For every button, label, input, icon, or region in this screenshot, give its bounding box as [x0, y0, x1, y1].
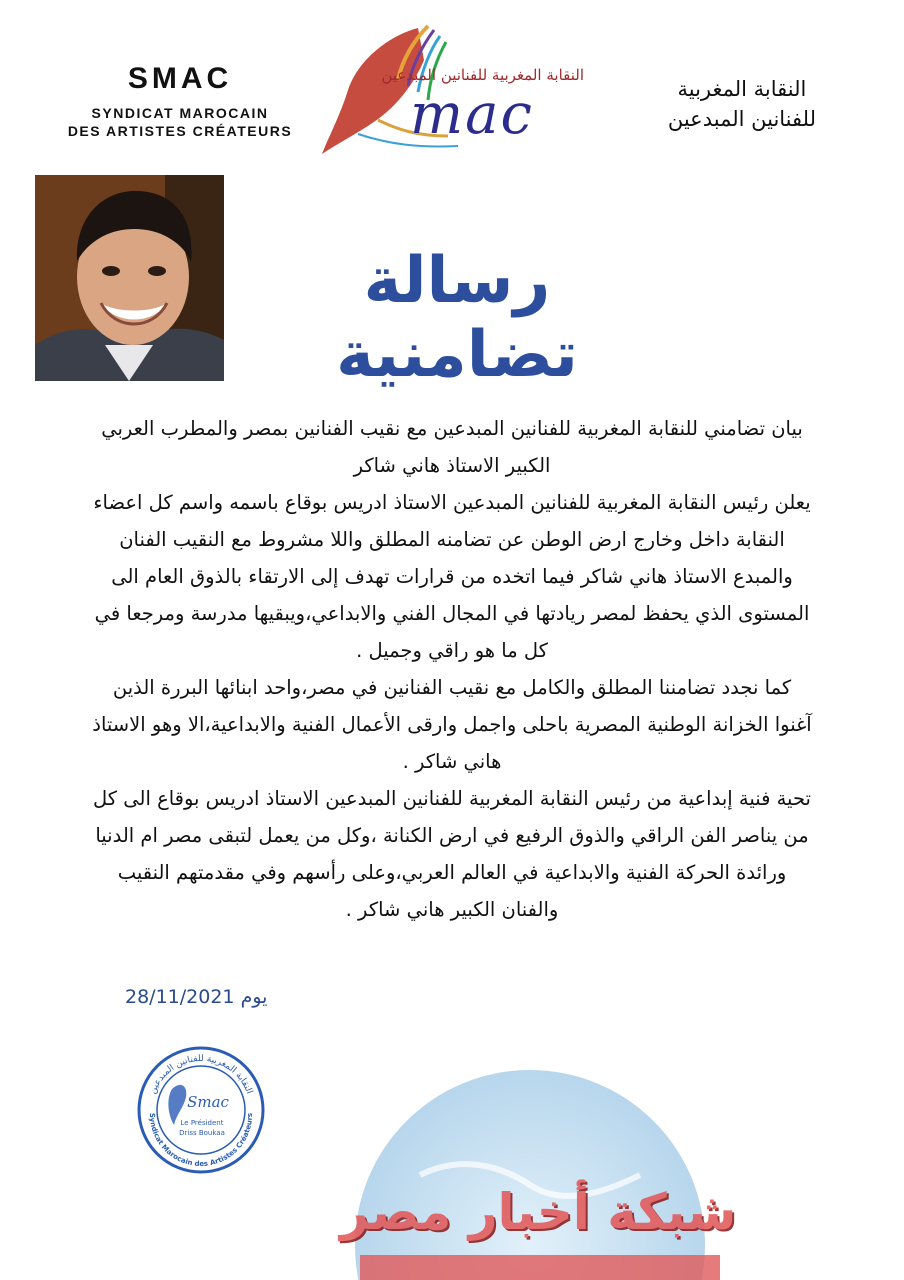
portrait-image	[35, 175, 224, 381]
brand-subtitle-line1: SYNDICAT MAROCAIN	[91, 105, 269, 121]
body-paragraph-2: يعلن رئيس النقابة المغربية للفنانين المبدعين الاستاذ ادريس بوقاع باسمه واسم كل اعضاء النقابة داخل وخارج ارض الوطن عن تضامنه المطلق واللا مشروط مع النقيب الفنان والمبدع الاستاذ هاني شاكر فيما اتخده من قرارات تهدف إلى الارتقاء بالذوق العام الى المستوى الذي يحفظ لمصر ريادتها في المجال الفني والابداعي،ويبقيها مدرسة ومرجعا في كل ما هو راقي وجميل .	[93, 491, 811, 662]
letter-title: رسالة تضامنية	[336, 244, 578, 392]
header-right-line1: النقابة المغربية	[677, 77, 807, 101]
letter-date	[125, 986, 267, 1008]
brand-subtitle	[60, 104, 300, 140]
header-right-arabic	[668, 74, 816, 134]
brand-subtitle-line2: DES ARTISTES CRÉATEURS	[67, 123, 293, 139]
seal-center-brand: Smac	[187, 1093, 229, 1111]
body-paragraph-4: تحية فنية إبداعية من رئيس النقابة المغربية للفنانين المبدعين الاستاذ ادريس بوقاع الى كل من يناصر الفن الراقي والذوق الرفيع في ارض الكنانة ،وكل من يعمل لتبقى مصر ام الدنيا ورائدة الحركة الفنية والابداعية في العالم العربي،وعلى رأسهم وفي مقدمتهم النقيب والفنان الكبير هاني شاكر .	[93, 787, 811, 921]
seal-center-line2: Driss Boukaa	[179, 1129, 225, 1137]
logo-arabic-name: النقابة المغربية للفنانين المبدعين	[381, 66, 584, 84]
smac-logo	[318, 20, 588, 160]
body-paragraph-3: كما نجدد تضامننا المطلق والكامل مع نقيب الفنانين في مصر،واحد ابنائها البررة الذين آغنوا الخزانة الوطنية المصرية باحلى واجمل وارقى الأعمال الفنية والابداعية،الا وهو الاستاذ هاني شاكر .	[92, 676, 812, 773]
body-paragraph-1: بيان تضامني للنقابة المغربية للفنانين المبدعين مع نقيب الفنانين بمصر والمطرب العربي الكبير الاستاذ هاني شاكر	[101, 417, 803, 477]
news-network-watermark	[300, 1055, 760, 1280]
globe-icon	[300, 1055, 760, 1280]
letter-body	[92, 410, 812, 928]
seal-icon	[136, 1045, 266, 1175]
watermark-text: شبكة أخبار مصر	[340, 1183, 737, 1241]
date-value: 28/11/2021	[125, 986, 235, 1008]
seal-arabic-ring: النقابة المغربية للفنانين المبدعين	[147, 1053, 255, 1096]
president-seal-stamp	[136, 1045, 266, 1175]
seal-latin-ring: Syndicat Marocain des Artistes Créateurs	[147, 1112, 255, 1169]
brand-smac: SMAC	[127, 62, 233, 95]
seal-center-line1: Le Président	[180, 1119, 224, 1127]
date-label: يوم	[240, 986, 268, 1008]
header-left-brand	[60, 62, 300, 140]
logo-latin-mac: mac	[410, 82, 534, 147]
portrait-photo	[35, 175, 224, 381]
header-right-line2: للفنانين المبدعين	[667, 107, 816, 131]
